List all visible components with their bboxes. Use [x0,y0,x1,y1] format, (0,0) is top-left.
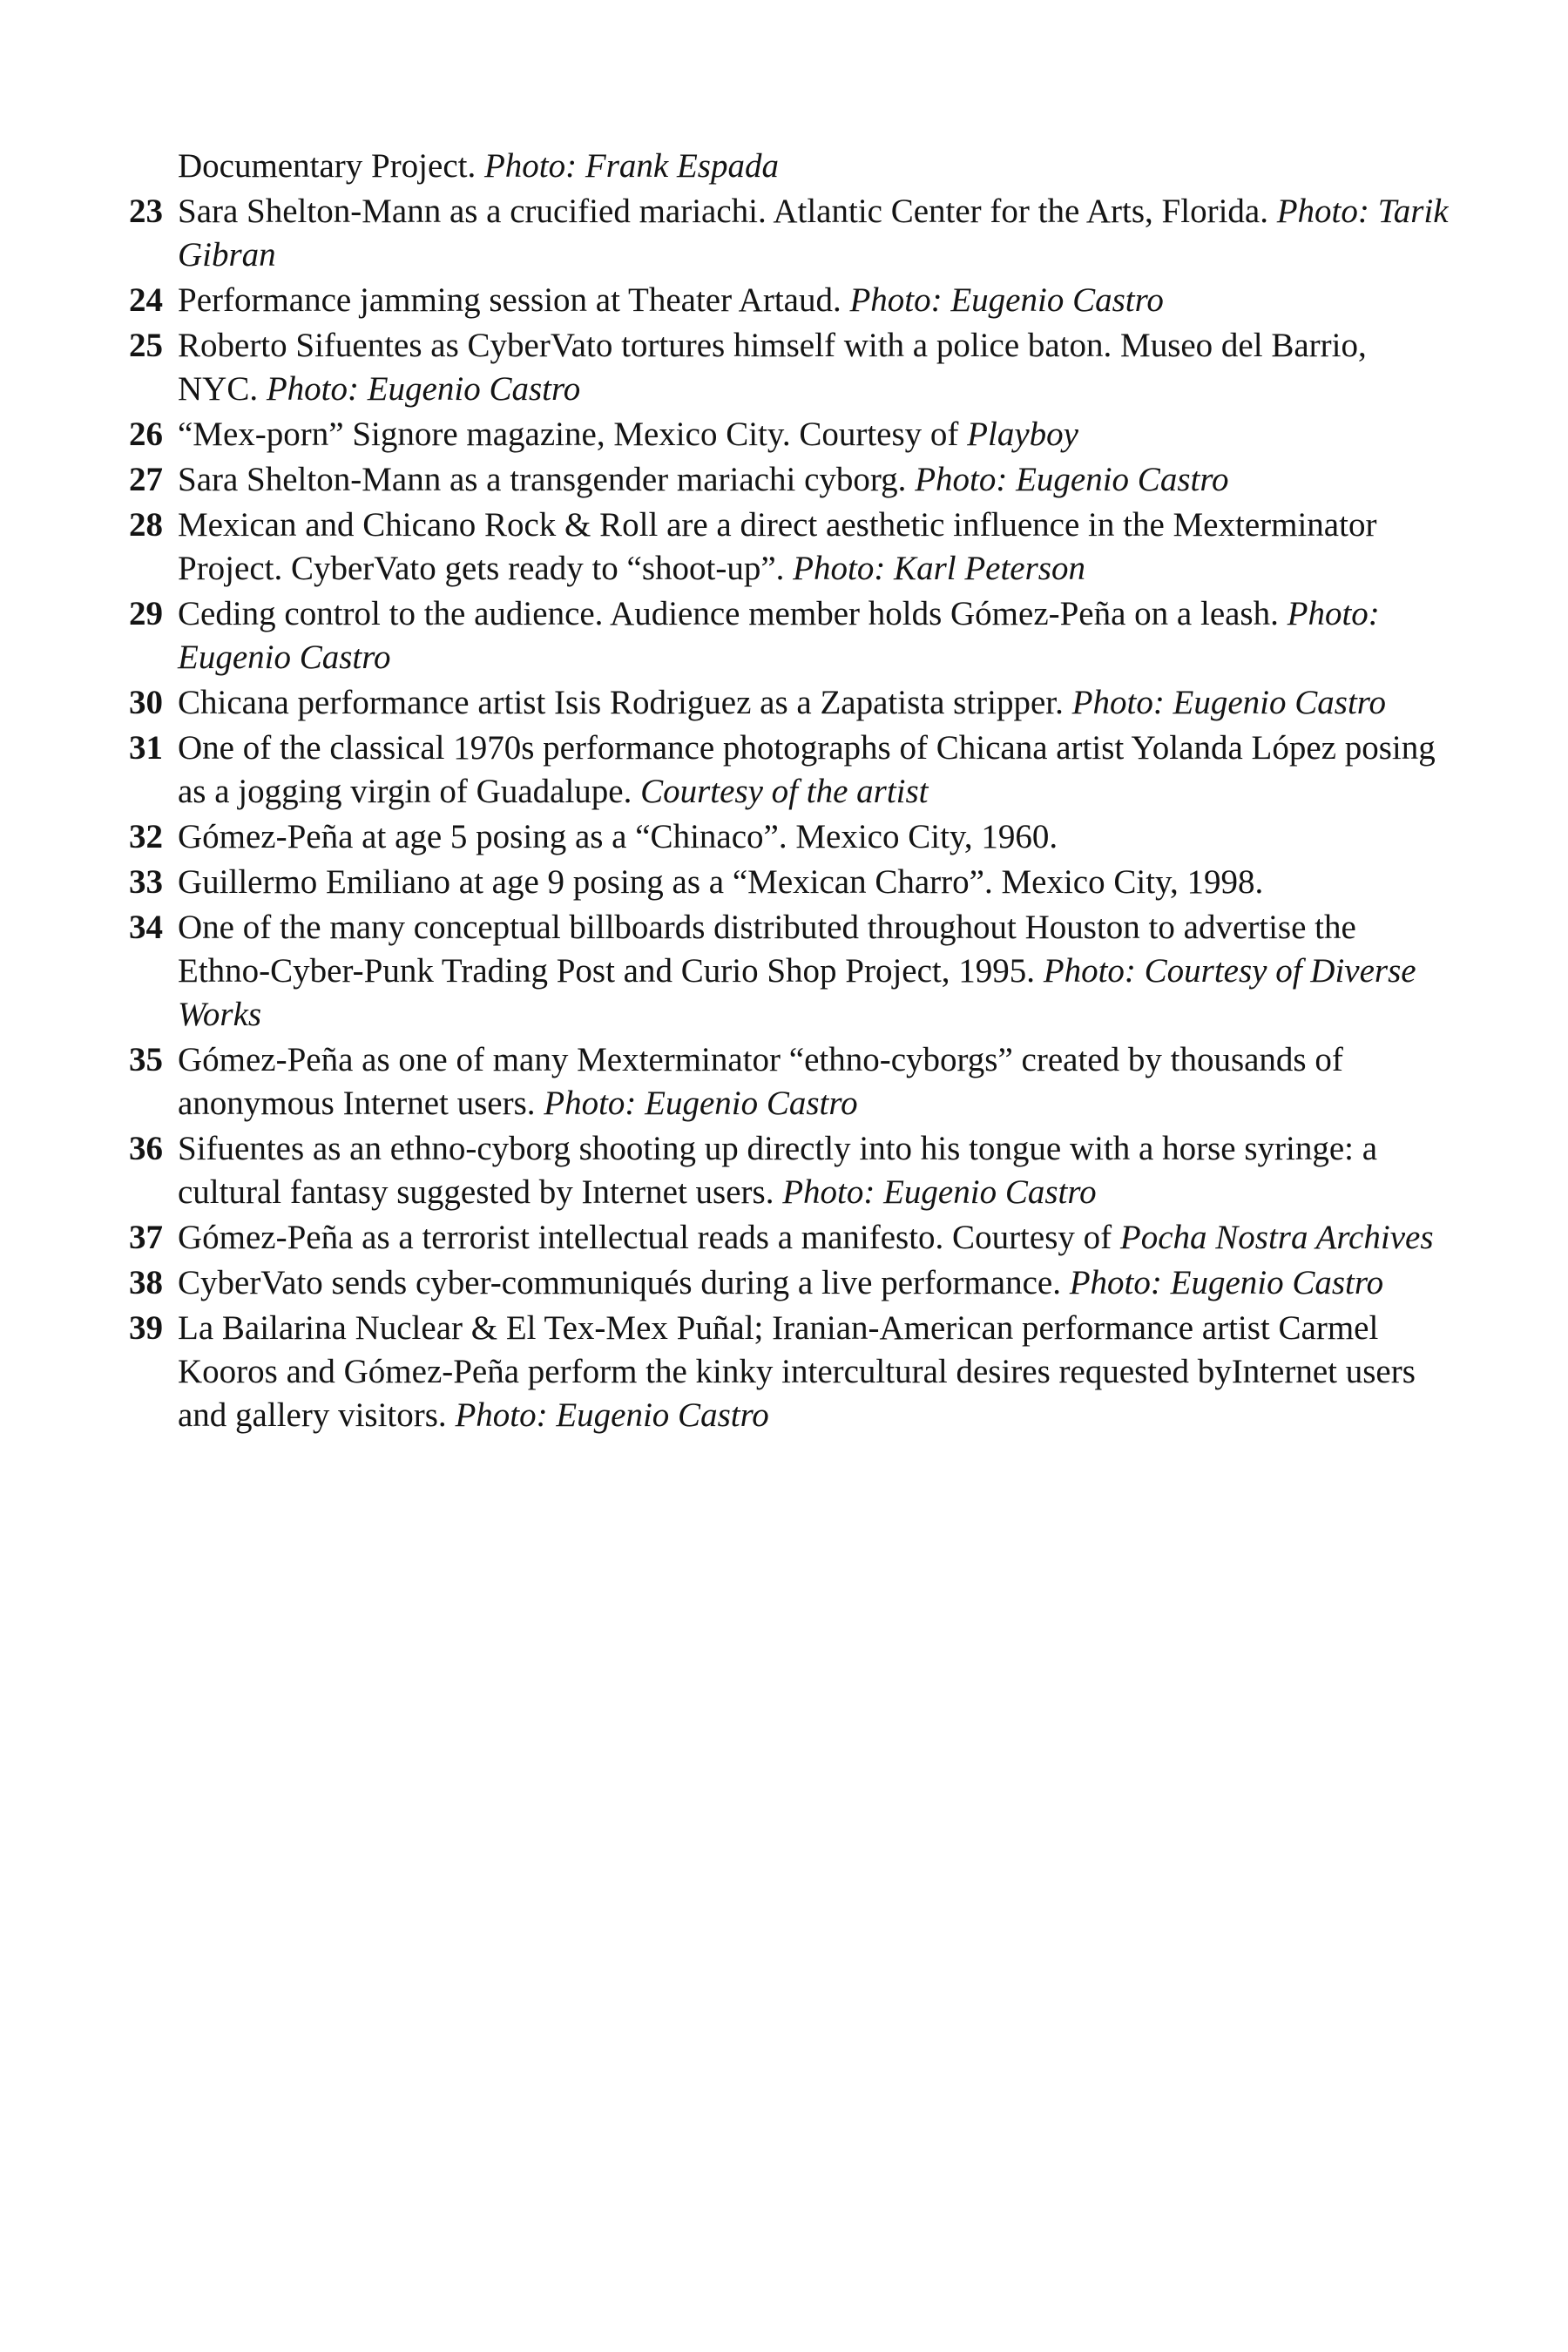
caption-text: One of the many conceptual billboards distributed throughout Houston to advertise the Ethno-Cyber-Punk Trading Post and Curio Shop Project, 1995. [178,909,1356,990]
caption-text: La Bailarina Nuclear & El Tex-Mex Puñal; Iranian-American performance artist Carmel Kooros and Gómez-Peña perform the kinky intercultural desires requested byInternet users and gallery visitors. [178,1309,1416,1434]
caption-credit: Playboy [967,416,1078,453]
caption-entry [129,906,1453,1037]
caption-number: 30 [129,684,163,721]
caption-entry [129,727,1453,814]
caption-text: Gómez-Peña as a terrorist intellectual reads a manifesto. Courtesy of [178,1219,1120,1256]
caption-credit: Photo: Eugenio Castro [266,370,581,408]
caption-text: Guillermo Emiliano at age 9 posing as a “Mexican Charro”. Mexico City, 1998. [178,863,1264,901]
caption-entry [129,145,1453,188]
caption-number: 35 [129,1041,163,1078]
caption-credit: Photo: Courtesy of Diverse Works [178,952,1416,1033]
caption-number: 23 [129,193,163,230]
caption-credit: Photo: Eugenio Castro [915,461,1229,498]
caption-entry [129,1038,1453,1125]
caption-entry [129,324,1453,411]
caption-text: Sara Shelton-Mann as a transgender mariachi cyborg. [178,461,916,498]
caption-credit: Photo: Eugenio Castro [1071,684,1387,721]
caption-number: 25 [129,327,163,364]
caption-credit: Courtesy of the artist [640,773,929,810]
caption-credit: Photo: Eugenio Castro [782,1173,1097,1211]
caption-text: Mexican and Chicano Rock & Roll are a direct aesthetic influence in the Mexterminator Project. CyberVato gets ready to “shoot-up”. [178,506,1377,587]
caption-text: Gómez-Peña at age 5 posing as a “Chinaco”. Mexico City, 1960. [178,818,1058,855]
caption-text: Performance jamming session at Theater Artaud. [178,281,850,319]
caption-credit: Photo: Eugenio Castro [544,1085,858,1122]
caption-entry [129,458,1453,502]
caption-text: “Mex-porn” Signore magazine, Mexico City. Courtesy of [178,416,968,453]
caption-credit: Photo: Eugenio Castro [455,1396,769,1434]
caption-credit: Photo: Eugenio Castro [1069,1264,1384,1301]
caption-entry [129,1307,1453,1437]
caption-credit: Photo: Karl Peterson [793,550,1085,587]
caption-text: Sara Shelton-Mann as a crucified mariachi. Atlantic Center for the Arts, Florida. [178,193,1277,230]
caption-number: 38 [129,1264,163,1301]
caption-entry [129,413,1453,456]
caption-text: CyberVato sends cyber-communiqués during a live performance. [178,1264,1070,1301]
caption-entry [129,1261,1453,1305]
caption-number: 28 [129,506,163,544]
caption-number: 26 [129,416,163,453]
caption-entry [129,1127,1453,1214]
caption-number: 34 [129,909,163,946]
caption-text: Chicana performance artist Isis Rodriguez as a Zapatista stripper. [178,684,1072,721]
caption-number: 37 [129,1219,163,1256]
caption-entry [129,861,1453,904]
caption-text: Roberto Sifuentes as CyberVato tortures himself with a police baton. Museo del Barrio, NYC. [178,327,1367,408]
caption-text: Ceding control to the audience. Audience member holds Gómez-Peña on a leash. [178,595,1288,632]
caption-number: 36 [129,1130,163,1167]
caption-credit: Photo: Eugenio Castro [849,281,1164,319]
caption-list [129,145,1453,1439]
caption-entry [129,815,1453,859]
caption-entry [129,592,1453,679]
caption-entry [129,190,1453,277]
caption-number: 31 [129,729,163,767]
caption-number: 29 [129,595,163,632]
caption-text: Gómez-Peña as one of many Mexterminator “ethno-cyborgs” created by thousands of anonymous Internet users. [178,1041,1343,1122]
caption-entry [129,279,1453,322]
caption-credit: Photo: Tarik Gibran [178,193,1449,274]
caption-credit: Photo: Eugenio Castro [178,595,1380,676]
caption-number: 27 [129,461,163,498]
caption-entry [129,504,1453,591]
caption-entry [129,1216,1453,1260]
caption-text: Sifuentes as an ethno-cyborg shooting up directly into his tongue with a horse syringe: a cultural fantasy suggested by Internet users. [178,1130,1378,1211]
caption-text: Documentary Project. [178,147,484,185]
caption-number: 32 [129,818,163,855]
caption-number: 24 [129,281,163,319]
caption-credit: Photo: Frank Espada [483,147,779,185]
caption-number: 39 [129,1309,163,1347]
caption-number: 33 [129,863,163,901]
caption-entry [129,681,1453,725]
caption-text: One of the classical 1970s performance photographs of Chicana artist Yolanda López posing as a jogging virgin of Guadalupe. [178,729,1436,810]
caption-credit: Pocha Nostra Archives [1119,1219,1434,1256]
